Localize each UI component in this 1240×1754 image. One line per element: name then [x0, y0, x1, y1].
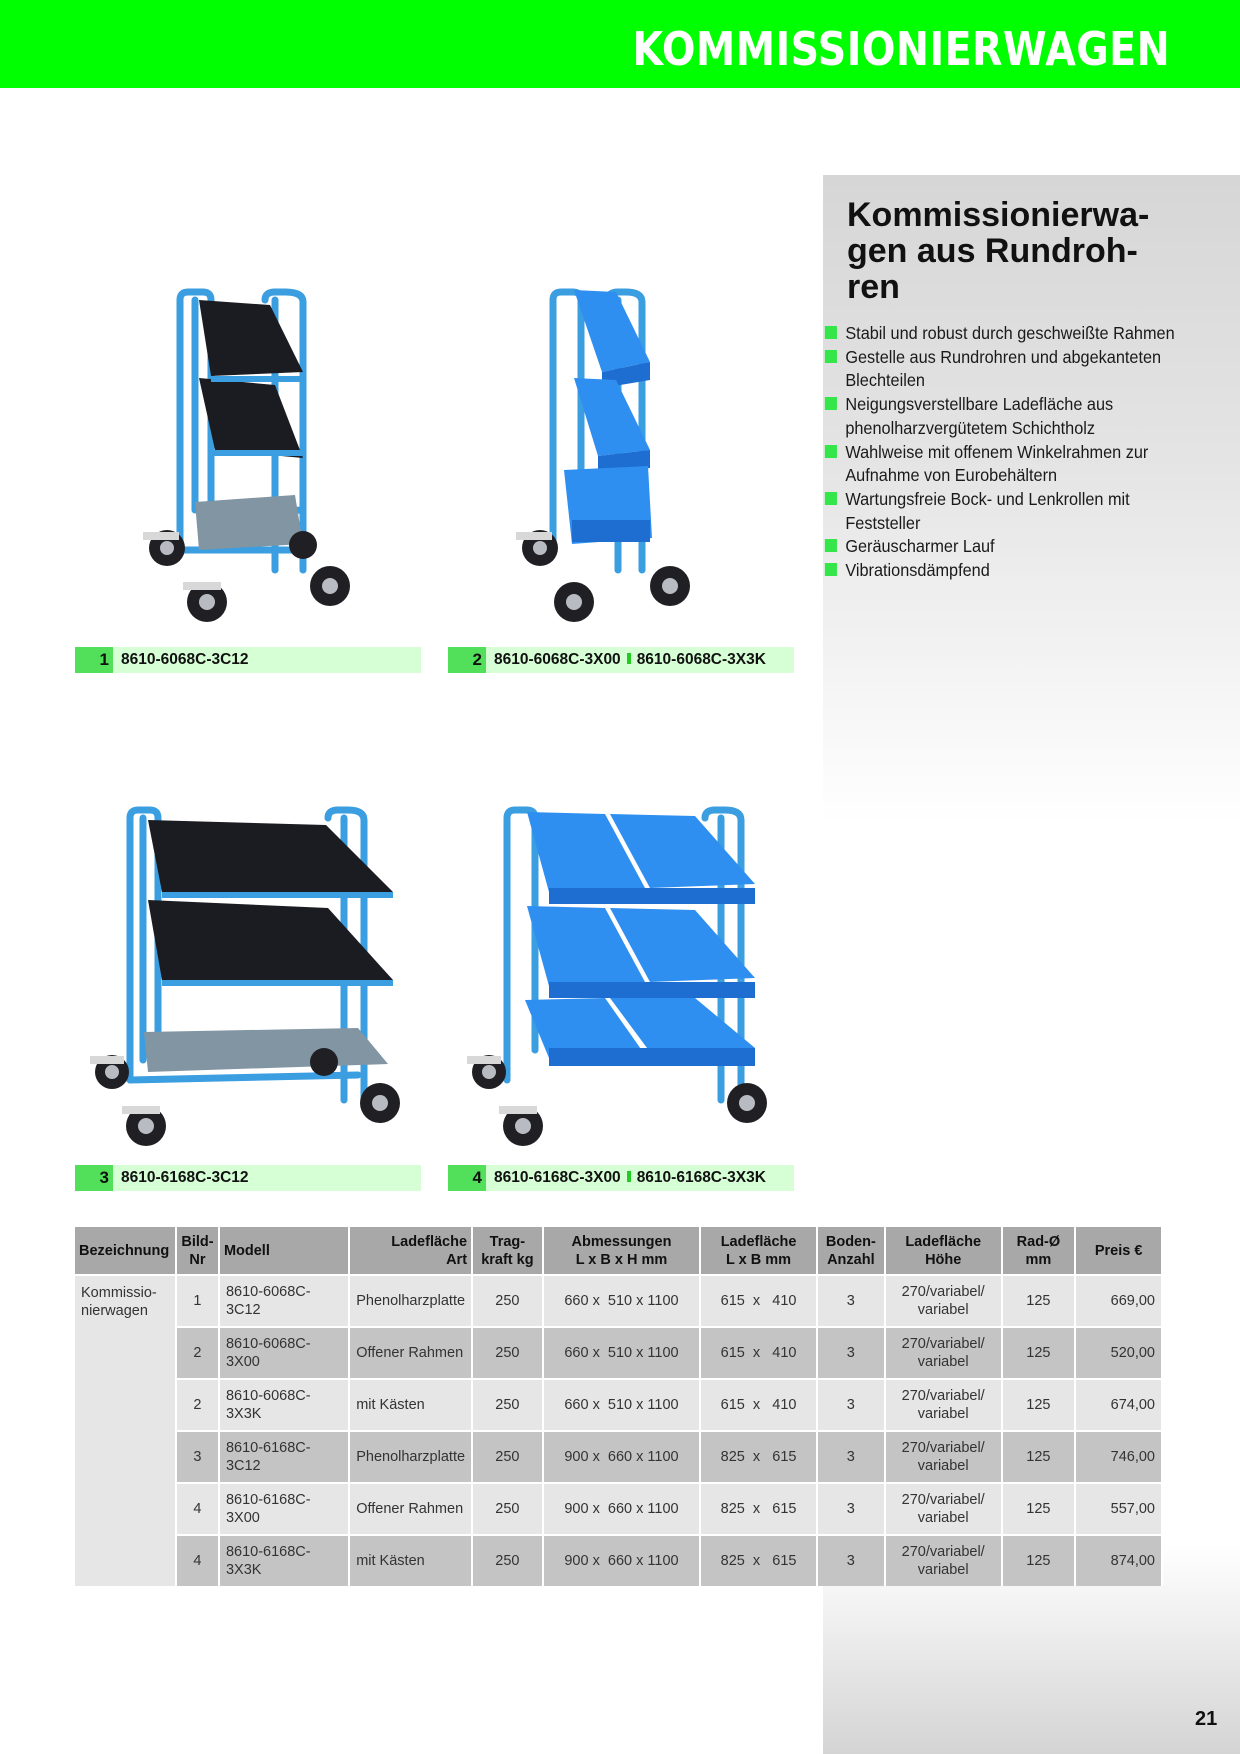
bullet-icon	[825, 326, 837, 339]
feature-item: Neigungsverstellbare Ladefläche aus phenolharzvergütetem Schichtholz	[823, 393, 1195, 440]
bullet-icon	[825, 445, 837, 458]
feature-list	[823, 322, 1223, 583]
feature-panel-title	[847, 196, 1150, 306]
col-header: Ladefläche L x B mm	[700, 1227, 817, 1275]
col-header: Abmessungen L x B x H mm	[543, 1227, 700, 1275]
product-tag-3	[75, 1165, 421, 1191]
table-row: Kommissio- nierwagen 1 8610-6068C-3C12 Phenolharzplatte 250 660 x 510 x 1100 615 x 410 3 270/variabel/ variabel 125 669,00	[75, 1275, 1162, 1327]
bullet-icon	[825, 539, 837, 552]
table-row: 4 8610-6168C-3X3K mit Kästen 250 900 x 660 x 1100 825 x 615 3 270/variabel/ variabel 125 874,00	[75, 1535, 1162, 1586]
product-tag-2	[448, 647, 794, 673]
shelf-board	[148, 900, 393, 980]
product-tag-4	[448, 1165, 794, 1191]
table-row: 3 8610-6168C-3C12 Phenolharzplatte 250 900 x 660 x 1100 825 x 615 3 270/variabel/ variabel 125 746,00	[75, 1431, 1162, 1483]
shelf-board	[199, 300, 303, 376]
product-number-badge: 2	[448, 647, 486, 673]
bullet-icon	[825, 563, 837, 576]
col-header: Boden- Anzahl	[817, 1227, 885, 1275]
bezeichnung-cell: Kommissio- nierwagen	[75, 1275, 176, 1586]
feature-item: Geräuscharmer Lauf	[823, 535, 1195, 559]
shelf-board	[199, 378, 303, 458]
product-code: 8610-6068C-3X00 8610-6068C-3X3K	[494, 651, 766, 668]
feature-item: Gestelle aus Rundrohren und abgekanteten Blechteilen	[823, 346, 1195, 393]
separator-mark	[627, 1171, 631, 1182]
product-tag-1	[75, 647, 421, 673]
col-header: Trag- kraft kg	[472, 1227, 543, 1275]
separator-mark	[627, 653, 631, 664]
feature-item: Stabil und robust durch geschweißte Rahmen	[823, 322, 1195, 346]
feature-title-line: gen aus Rundroh-	[847, 232, 1138, 270]
feature-item: Wahlweise mit offenem Winkelrahmen zur Aufnahme von Eurobehältern	[823, 441, 1195, 488]
table-header-row	[75, 1227, 1162, 1275]
bottom-shelf	[144, 1028, 388, 1072]
product-code: 8610-6168C-3X00 8610-6168C-3X3K	[494, 1169, 766, 1186]
product-image-4	[465, 800, 785, 1150]
table-row: 2 8610-6068C-3X3K mit Kästen 250 660 x 510 x 1100 615 x 410 3 270/variabel/ variabel 125 674,00	[75, 1379, 1162, 1431]
shelf-board	[148, 820, 393, 892]
product-code: 8610-6068C-3C12	[121, 651, 249, 668]
product-image-3	[88, 800, 408, 1150]
product-image-2	[508, 280, 738, 625]
product-number-badge: 1	[75, 647, 113, 673]
col-header: Ladefläche Art	[349, 1227, 472, 1275]
product-number-badge: 3	[75, 1165, 113, 1191]
caster-wheels	[516, 530, 690, 622]
product-number-badge: 4	[448, 1165, 486, 1191]
feature-item: Wartungsfreie Bock- und Lenkrollen mit Feststeller	[823, 488, 1195, 535]
page-header	[0, 0, 1240, 88]
bullet-icon	[825, 397, 837, 410]
table-row: 4 8610-6168C-3X00 Offener Rahmen 250 900 x 660 x 1100 825 x 615 3 270/variabel/ variabel 125 557,00	[75, 1483, 1162, 1535]
table-row: 2 8610-6068C-3X00 Offener Rahmen 250 660 x 510 x 1100 615 x 410 3 270/variabel/ variabel 125 520,00	[75, 1327, 1162, 1379]
bottom-shelf	[195, 495, 303, 550]
col-header: Modell	[219, 1227, 349, 1275]
product-image-1	[135, 280, 365, 625]
col-header: Bezeichnung	[75, 1227, 176, 1275]
col-header: Preis €	[1075, 1227, 1162, 1275]
col-header: Rad-Ø mm	[1002, 1227, 1076, 1275]
col-header: Ladefläche Höhe	[885, 1227, 1002, 1275]
product-code: 8610-6168C-3C12	[121, 1169, 249, 1186]
feature-title-line: Kommissionierwa-	[847, 196, 1150, 234]
page-title: KOMMISSIONIERWAGEN	[632, 22, 1170, 76]
feature-item: Vibrationsdämpfend	[823, 559, 1195, 583]
feature-title-line: ren	[847, 268, 900, 306]
col-header: Bild- Nr	[176, 1227, 219, 1275]
spec-table	[75, 1227, 1163, 1586]
page-number: 21	[1195, 1708, 1218, 1730]
bullet-icon	[825, 492, 837, 505]
bullet-icon	[825, 350, 837, 363]
